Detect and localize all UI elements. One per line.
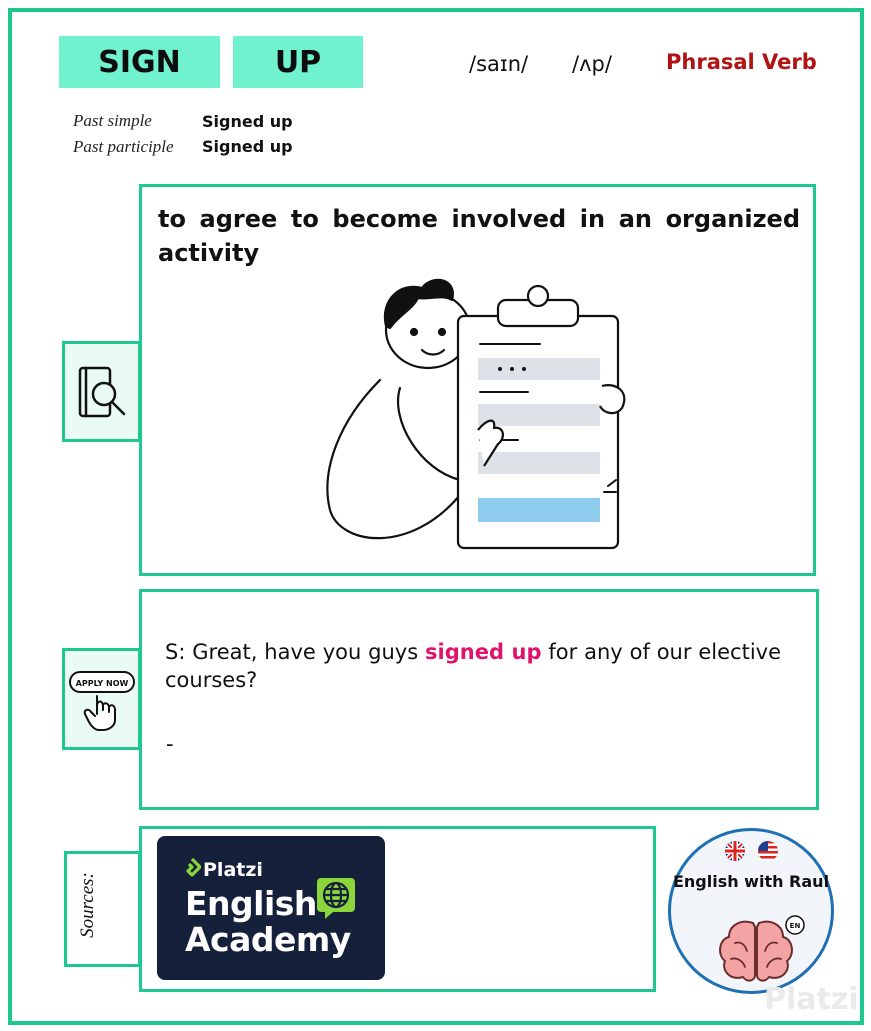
signup-illustration [300, 270, 640, 560]
platzi-logo-icon [183, 858, 201, 880]
example-highlight: signed up [425, 640, 542, 664]
english-with-raul-badge [668, 828, 834, 994]
example-tab [62, 648, 141, 750]
badge-tag: EN [789, 922, 801, 930]
past-participle-value: Signed up [202, 137, 293, 156]
logo-line-2: Academy [185, 920, 351, 959]
book-magnifier-icon [70, 360, 134, 424]
word-part-1: SIGN [59, 36, 220, 88]
platzi-english-academy-logo [157, 836, 385, 980]
us-flag-icon [757, 840, 779, 862]
past-simple-value: Signed up [202, 112, 293, 131]
logo-brand: Platzi [203, 859, 263, 881]
apply-now-hand-icon [67, 666, 137, 732]
logo-line-1: English [185, 884, 317, 923]
example-dash: - [166, 732, 174, 756]
sources-label: Sources: [77, 872, 98, 938]
apply-now-icon-text: APPLY NOW [75, 679, 128, 688]
example-prefix: S: Great, have you guys [165, 640, 426, 664]
platzi-watermark: Platzi [764, 982, 859, 1017]
phonetic-part-1: /saɪn/ [469, 52, 529, 76]
globe-chat-icon [315, 876, 357, 920]
sources-tab [64, 851, 141, 967]
phonetic-part-2: /ʌp/ [572, 52, 612, 76]
brain-icon [715, 915, 805, 985]
uk-flag-icon [724, 840, 746, 862]
part-of-speech: Phrasal Verb [666, 50, 817, 74]
example-suffix: for any of our elective courses? [165, 640, 782, 692]
definition-text: to agree to become involved in an organized activity [158, 205, 800, 267]
example-sentence [165, 638, 781, 694]
word-part-2: UP [233, 36, 363, 88]
badge-title: English with Raul [672, 872, 830, 891]
definition-tab [62, 341, 141, 442]
past-simple-label: Past simple [73, 111, 152, 130]
past-participle-label: Past participle [73, 137, 174, 156]
example-panel [139, 589, 819, 810]
